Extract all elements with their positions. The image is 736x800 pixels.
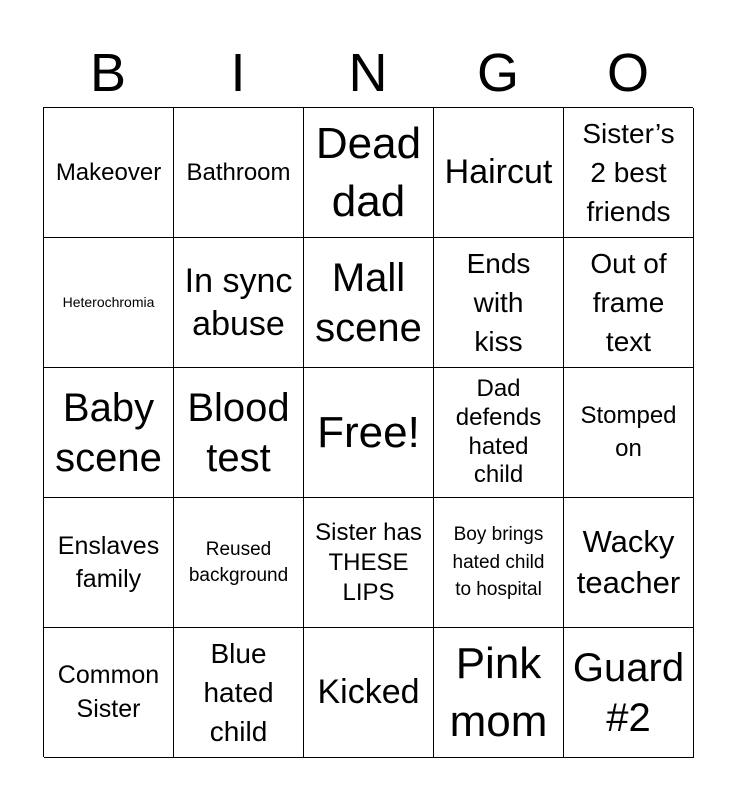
bingo-cell[interactable] — [304, 628, 434, 758]
bingo-cell[interactable] — [304, 238, 434, 368]
bingo-cell[interactable] — [304, 108, 434, 238]
bingo-cell[interactable] — [174, 368, 304, 498]
header-letter-o: O — [606, 43, 649, 103]
bingo-cell[interactable] — [304, 498, 434, 628]
cell-text: Guard #2 — [572, 645, 685, 740]
bingo-cell[interactable] — [174, 108, 304, 238]
cell-text: Heterochromia — [62, 294, 155, 311]
free-space-text: Free! — [317, 407, 420, 457]
bingo-cell[interactable] — [434, 628, 564, 758]
bingo-cell[interactable] — [174, 238, 304, 368]
cell-text: Mall scene — [315, 255, 422, 350]
bingo-cell[interactable] — [564, 238, 694, 368]
bingo-cell[interactable] — [564, 368, 694, 498]
cell-text: Stomped on — [580, 402, 677, 462]
cell-text: Kicked — [317, 673, 420, 711]
bingo-cell[interactable] — [44, 108, 174, 238]
cell-text: Out of frame text — [590, 247, 667, 358]
cell-text: Makeover — [55, 158, 162, 186]
header-letter-g: G — [476, 43, 519, 103]
header-letter-n: N — [348, 43, 388, 103]
bingo-header — [43, 40, 693, 106]
cell-text: Common Sister — [57, 660, 160, 723]
cell-text: Sister’s 2 best friends — [582, 117, 675, 228]
bingo-cell[interactable] — [44, 498, 174, 628]
cell-text: Dad defends hated child — [455, 374, 542, 489]
cell-text: Reused background — [188, 538, 289, 586]
cell-text: Baby scene — [55, 385, 162, 480]
bingo-cell[interactable] — [564, 628, 694, 758]
header-letter-b: B — [89, 43, 127, 103]
cell-text: Dead dad — [315, 119, 422, 226]
cell-text: Blue hated child — [203, 637, 274, 748]
bingo-cell[interactable] — [44, 368, 174, 498]
cell-text: Boy brings hated child to hospital — [452, 524, 545, 601]
bingo-board — [43, 107, 693, 757]
header-letter-i: I — [230, 43, 246, 103]
bingo-cell[interactable] — [174, 628, 304, 758]
free-space-cell[interactable] — [304, 368, 434, 498]
bingo-cell[interactable] — [44, 238, 174, 368]
cell-text: Haircut — [444, 153, 553, 191]
bingo-cell[interactable] — [434, 368, 564, 498]
cell-text: Enslaves family — [57, 532, 160, 593]
cell-text: Ends with kiss — [466, 247, 531, 358]
bingo-cell[interactable] — [564, 108, 694, 238]
cell-text: Wacky teacher — [576, 524, 681, 600]
cell-text: Pink mom — [449, 639, 548, 746]
cell-text: Blood test — [187, 385, 290, 480]
bingo-cell[interactable] — [564, 498, 694, 628]
bingo-cell[interactable] — [44, 628, 174, 758]
bingo-cell[interactable] — [434, 498, 564, 628]
cell-text: Bathroom — [186, 158, 291, 186]
bingo-cell[interactable] — [174, 498, 304, 628]
cell-text: In sync abuse — [184, 262, 293, 343]
bingo-cell[interactable] — [434, 108, 564, 238]
bingo-cell[interactable] — [434, 238, 564, 368]
cell-text: Sister has THESE LIPS — [315, 518, 422, 606]
